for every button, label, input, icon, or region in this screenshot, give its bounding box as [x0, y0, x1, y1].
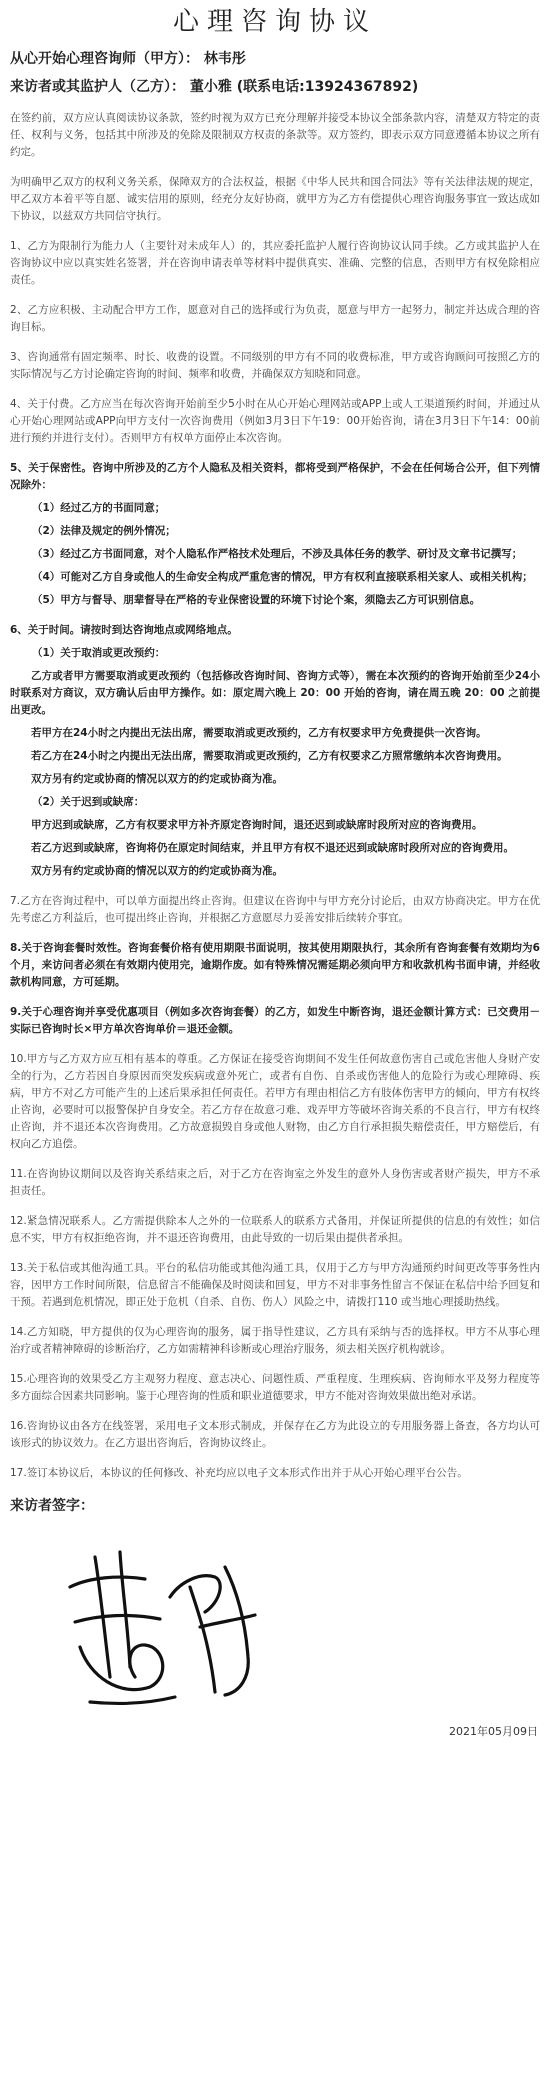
clause-6-para-7: 双方另有约定或协商的情况以双方的约定或协商为准。	[31, 865, 283, 877]
clause-6-para-6: 若乙方迟到或缺席，咨询将仍在原定时间结束，并且甲方有权不退还迟到或缺席时段所对应的咨询费用。	[31, 842, 514, 854]
signature-label: 来访者签字：	[10, 1498, 94, 1514]
clause-5-item-4: （4）可能对乙方自身或他人的生命安全构成严重危害的情况，甲方有权利直接联系相关家人、或相关机构；	[32, 571, 533, 583]
party-b-line: 来访者或其监护人（乙方）： 董小雅 (联系电话:13924367892)	[10, 79, 419, 95]
intro-paragraph-2: 为明确甲乙双方的权利义务关系，保障双方的合法权益，根据《中华人民共和国合同法》等有关法律法规的规定，甲乙双方本着平等自愿、诚实信用的原则，经充分友好协商，就甲方为乙方有偿提供心理咨询服务事宜一致达成如下协议，以兹双方共同信守执行。	[10, 176, 540, 222]
signing-date: 2021年05月09日	[449, 1725, 538, 1738]
clause-3: 3、咨询通常有固定频率、时长、收费的设置。不同级别的甲方有不同的收费标准，甲方或咨询顾问可按照乙方的实际情况与乙方讨论确定咨询的时间、频率和收费，并确保双方知晓和同意。	[10, 351, 540, 380]
clause-9: 9.关于心理咨询并享受优惠项目（例如多次咨询套餐）的乙方，如发生中断咨询，退还金额计算方式：已交费用－实际已咨询时长×甲方单次咨询单价＝退还金额。	[10, 1006, 540, 1035]
clause-6-para-3: 若乙方在24小时之内提出无法出席，需要取消或更改预约，乙方有权要求乙方照常缴纳本次咨询费用。	[31, 750, 508, 762]
clause-5-item-3: （3）经过乙方书面同意，对个人隐私作严格技术处理后，不涉及具体任务的教学、研讨及文章书记撰写；	[32, 548, 523, 560]
clause-2: 2、乙方应积极、主动配合甲方工作，愿意对自己的选择或行为负责，愿意与甲方一起努力，制定并达成合理的咨询目标。	[10, 304, 540, 333]
intro-paragraph-1: 在签约前，双方应认真阅读协议条款，签约时视为双方已充分理解并接受本协议全部条款内容，清楚双方特定的责任、权利与义务，包括其中所涉及的免除及限制双方权责的条款等。双方签约，即表示双方同意遵循本协议之所有约定。	[10, 112, 540, 158]
clause-14: 14.乙方知晓，甲方提供的仅为心理咨询的服务，属于指导性建议，乙方具有采纳与否的选择权。甲方不从事心理治疗或者精神障碍的诊断治疗，乙方如需精神科诊断或心理治疗服务，须去相关医疗机构就诊。	[10, 1326, 540, 1355]
clause-15: 15.心理咨询的效果受乙方主观努力程度、意志决心、问题性质、严重程度、生理疾病、咨询师水平及努力程度等多方面综合因素共同影响。鉴于心理咨询的性质和职业道德要求，甲方不能对咨询效果做出绝对承诺。	[10, 1373, 540, 1402]
clause-1: 1、乙方为限制行为能力人（主要针对未成年人）的，其应委托监护人履行咨询协议认同手续。乙方或其监护人在咨询协议中应以真实姓名签署，并在咨询申请表单等材料中提供真实、准确、完整的信息，否则甲方有权免除相应责任。	[10, 240, 540, 286]
clause-5-item-2: （2）法律及规定的例外情况；	[32, 525, 176, 537]
clause-5-item-5: （5）甲方与督导、朋辈督导在严格的专业保密设置的环境下讨论个案，须隐去乙方可识别信息。	[32, 594, 481, 606]
clause-6-sub-1: （1）关于取消或更改预约：	[32, 647, 166, 659]
clause-6-para-1: 乙方或者甲方需要取消或更改预约（包括修改咨询时间、咨询方式等），需在本次预约的咨询开始前至少24小时联系对方商议，双方确认后由甲方操作。如：原定周六晚上 20：00 开始的咨询，请在周五晚 20：00 之前提出更改。	[10, 670, 540, 716]
clause-13: 13.关于私信或其他沟通工具。平台的私信功能或其他沟通工具，仅用于乙方与甲方沟通预约时间更改等事务性内容，因甲方工作时间所限，信息留言不能确保及时阅读和回复，甲方不对非事务性留言不保证在私信中给予回复和干预。若遇到危机情况，即正处于危机（自杀、自伤、伤人）风险之中，请拨打110 或当地心理援助热线。	[10, 1262, 540, 1308]
party-a-line: 从心开始心理咨询师（甲方）： 林韦彤	[10, 51, 246, 67]
clause-17: 17.签订本协议后，本协议的任何修改、补充均应以电子文本形式作出并于从心开始心理平台公告。	[10, 1467, 468, 1479]
clause-5-item-1: （1）经过乙方的书面同意；	[32, 502, 166, 514]
clause-7: 7.乙方在咨询过程中，可以单方面提出终止咨询。但建议在咨询中与甲方充分讨论后，由双方协商决定。甲方在优先考虑乙方利益后，也可提出终止咨询，并根据乙方意愿尽力妥善安排后续转介事宜。	[10, 895, 540, 924]
clause-6-para-4: 双方另有约定或协商的情况以双方的约定或协商为准。	[31, 773, 283, 785]
document-title: 心理咨询协议	[172, 7, 377, 37]
clause-6-para-2: 若甲方在24小时之内提出无法出席，需要取消或更改预约，乙方有权要求甲方免费提供一次咨询。	[31, 727, 487, 739]
signature-area	[10, 1517, 540, 1717]
clause-11: 11.在咨询协议期间以及咨询关系结束之后，对于乙方在咨询室之外发生的意外人身伤害或者财产损失，甲方不承担责任。	[10, 1168, 540, 1197]
handwritten-signature	[50, 1527, 270, 1717]
clause-6-para-5: 甲方迟到或缺席，乙方有权要求甲方补齐原定咨询时间，退还迟到或缺席时段所对应的咨询费用。	[31, 819, 483, 831]
clause-6-heading: 6、关于时间。请按时到达咨询地点或网络地点。	[10, 624, 238, 636]
clause-16: 16.咨询协议由各方在线签署，采用电子文本形式制成，并保存在乙方为此设立的专用服务器上备查，各方均认可该形式的协议效力。在乙方退出咨询后，咨询协议终止。	[10, 1420, 540, 1449]
clause-6-sub-2: （2）关于迟到或缺席：	[32, 796, 145, 808]
clause-10: 10.甲方与乙方双方应互相有基本的尊重。乙方保证在接受咨询期间不发生任何故意伤害自己或危害他人身财产安全的行为，乙方若因自身原因而突发疾病或意外死亡，或者有自伤、自杀或伤害他人的危险行为或心理障碍、疾病，甲方不对乙方可能产生的上述后果承担任何责任。若甲方有理由相信乙方有肢体伤害甲方的倾向，甲方有权终止咨询，必要时可以报警保护自身安全。若乙方存在故意刁难、戏弄甲方等破坏咨询关系的不良言行，甲方有权终止咨询，并不退还本次咨询费用。乙方故意损毁自身或他人财物，由乙方自行承担损失赔偿责任，甲方赔偿后，有权向乙方追偿。	[10, 1053, 540, 1150]
clause-8: 8.关于咨询套餐时效性。咨询套餐价格有使用期限书面说明，按其使用期限执行，其余所有咨询套餐有效期均为6个月，来访问者必须在有效期内使用完，逾期作废。如有特殊情况需延期必须向甲方和收款机构书面申请，并经收款机构同意，方可延期。	[10, 942, 540, 988]
clause-12: 12.紧急情况联系人。乙方需提供除本人之外的一位联系人的联系方式备用，并保证所提供的信息的有效性；如信息不实，甲方有权拒绝咨询，并不退还咨询费用，由此导致的一切后果由提供者承担。	[10, 1215, 540, 1244]
clause-5-heading: 5、关于保密性。咨询中所涉及的乙方个人隐私及相关资料，都将受到严格保护，不会在任何场合公开，但下列情况除外：	[10, 462, 540, 491]
clause-4: 4、关于付费。乙方应当在每次咨询开始前至少5小时在从心开始心理网站或APP上或人工渠道预约时间，并通过从心开始心理网站或APP向甲方支付一次咨询费用（例如3月3日下午19：00开始咨询，请在3月3日下午14：00前进行预约并进行支付）。否则甲方有权单方面停止本次咨询。	[10, 398, 540, 444]
